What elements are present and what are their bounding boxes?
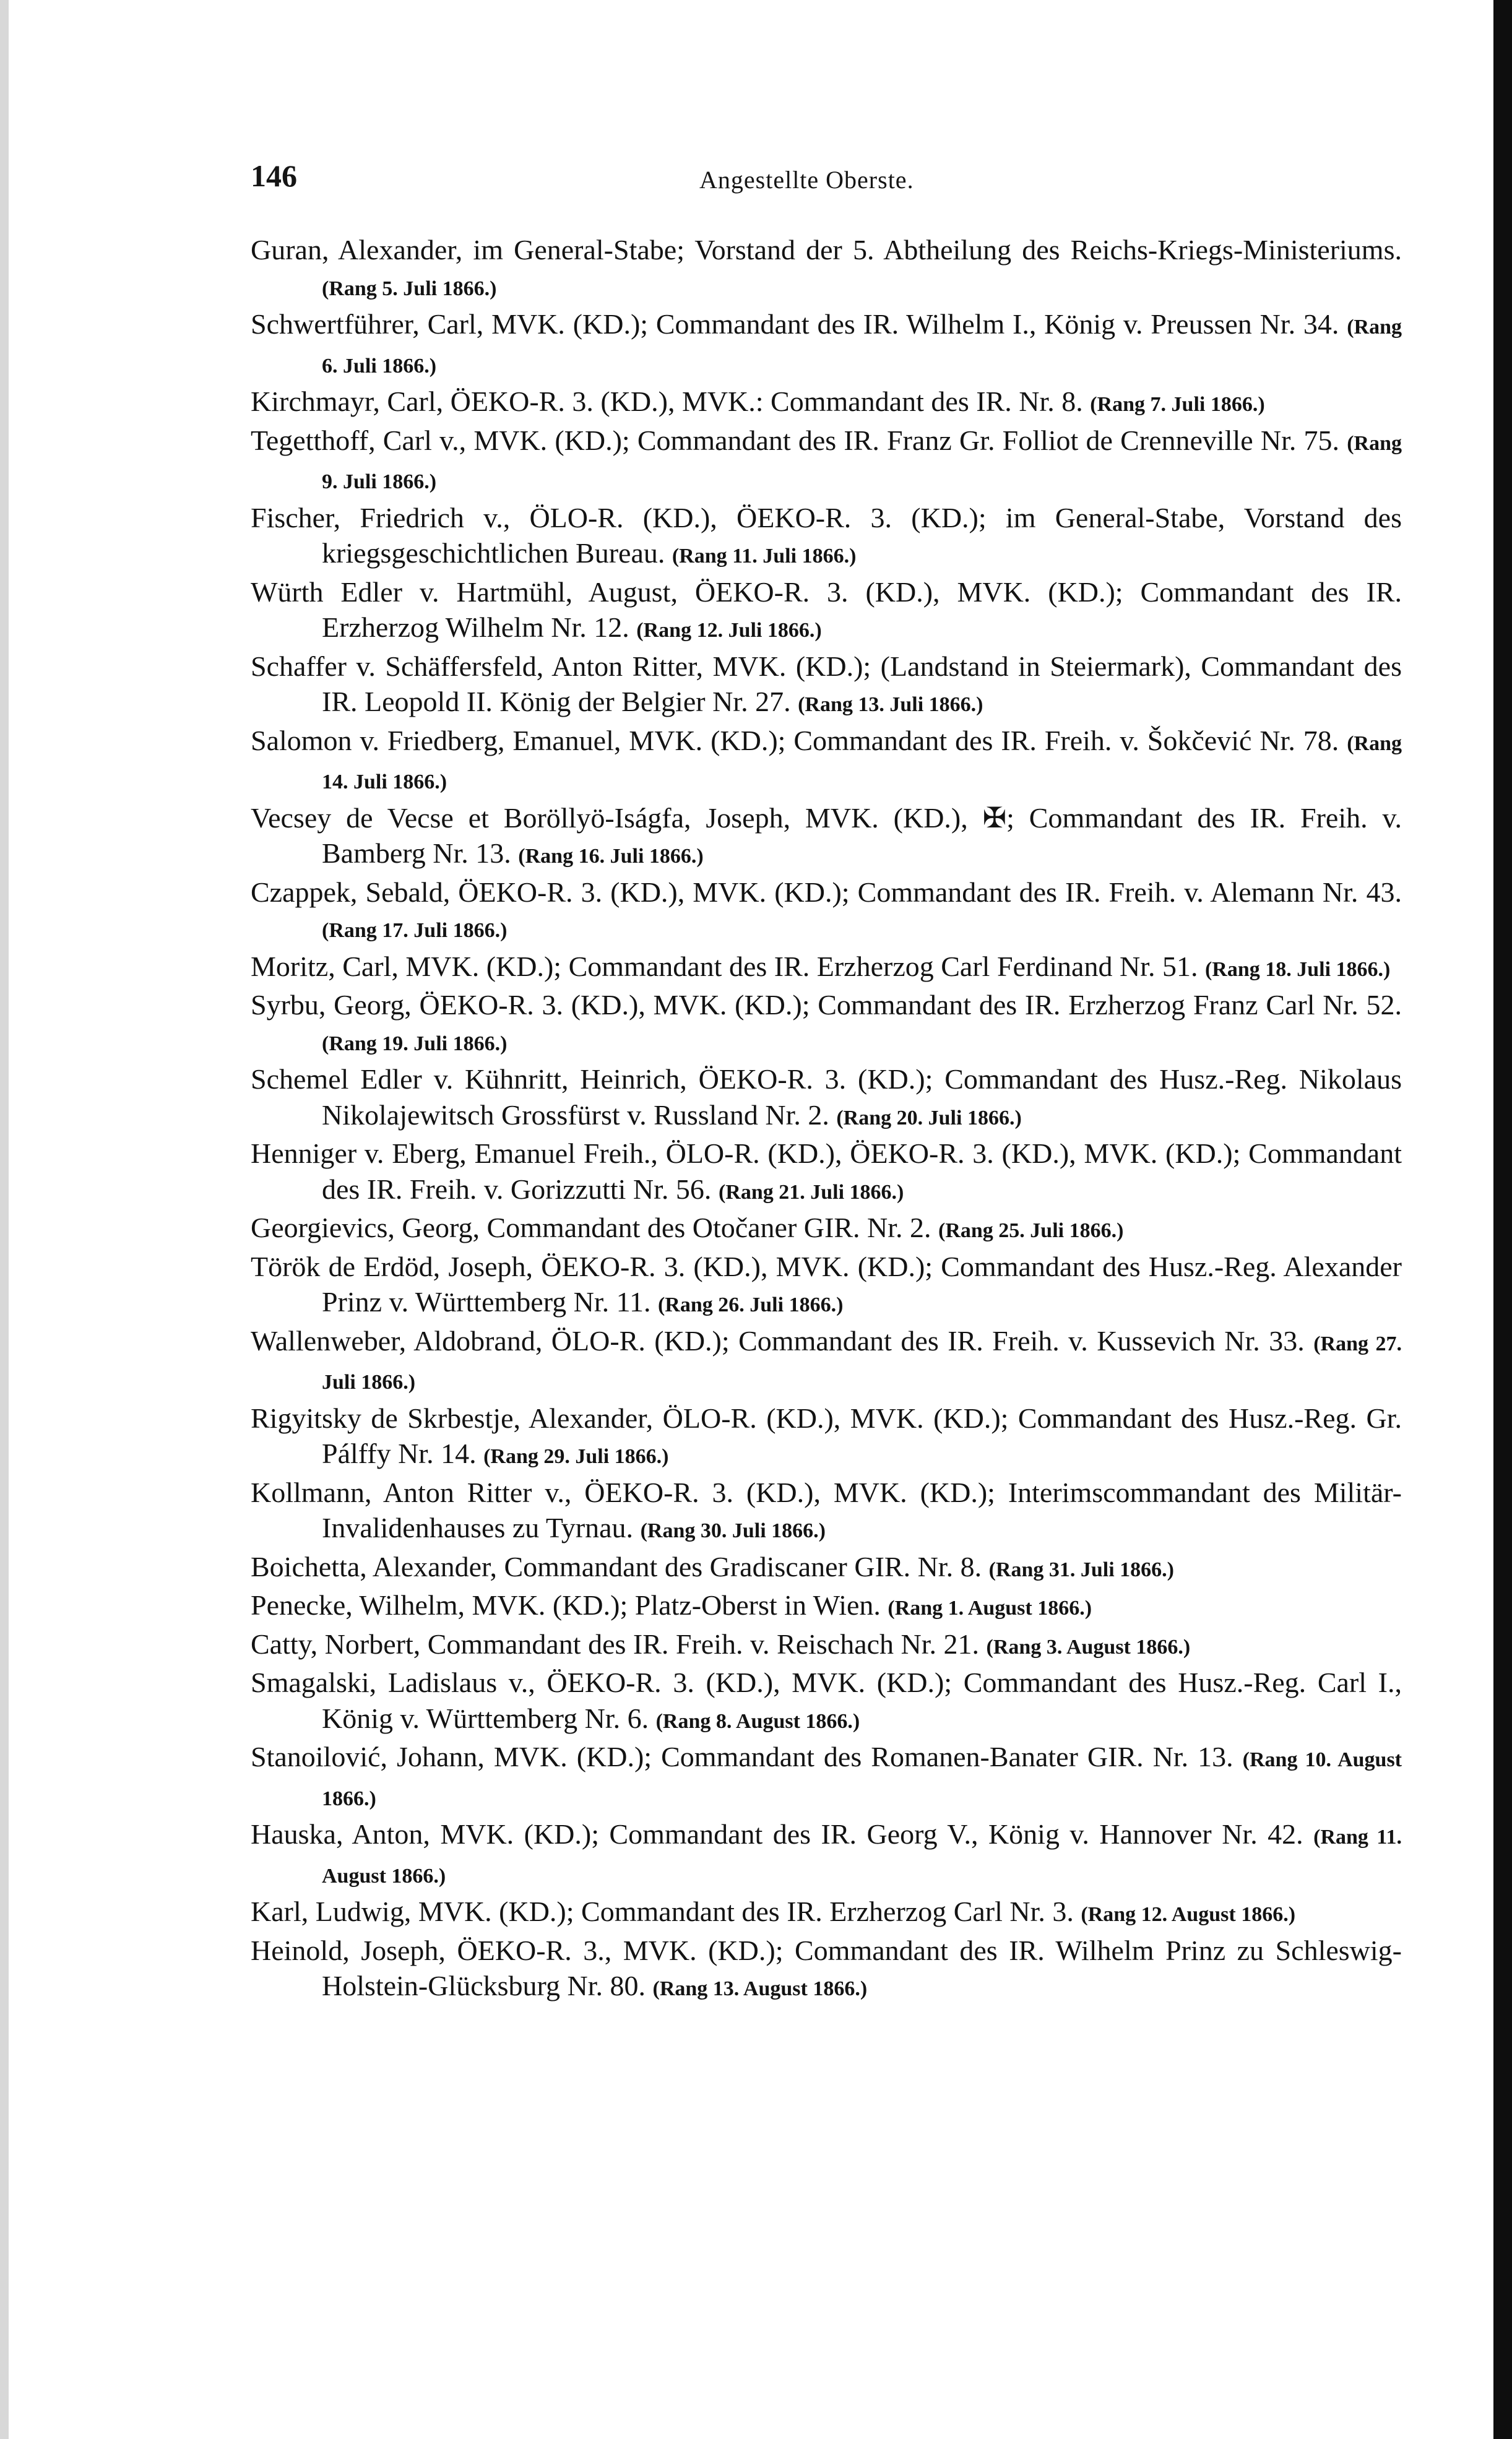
rank-date: (Rang 14. Juli 1866.) <box>322 732 1402 793</box>
rank-date: (Rang 19. Juli 1866.) <box>322 1032 508 1055</box>
entry-text: Kirchmayr, Carl, ÖEKO-R. 3. (KD.), MVK.: Commandant des IR. Nr. 8. <box>251 386 1083 417</box>
rank-date: (Rang 29. Juli 1866.) <box>483 1445 669 1468</box>
list-item <box>251 1323 1402 1401</box>
page-number: 146 <box>251 158 297 193</box>
entry-text: Moritz, Carl, MVK. (KD.); Commandant des IR. Erzherzog Carl Ferdinand Nr. 51. <box>251 950 1198 982</box>
list-item <box>251 384 1402 423</box>
rank-date: (Rang 18. Juli 1866.) <box>1204 957 1391 981</box>
entry-text: Wallenweber, Aldobrand, ÖLO-R. (KD.); Commandant des IR. Freih. v. Kussevich Nr. 33. <box>251 1324 1305 1357</box>
list-item <box>251 1061 1402 1136</box>
entry-text: Török de Erdöd, Joseph, ÖEKO-R. 3. (KD.), MVK. (KD.); Commandant des Husz.-Reg. Alexander Prinz v. Württemberg Nr. 11. <box>251 1250 1402 1318</box>
entry-text: Kollmann, Anton Ritter v., ÖEKO-R. 3. (KD.), MVK. (KD.); Interimscommandant des Militär-Invalidenhauses zu Tyrnau. <box>251 1476 1402 1543</box>
entry-text: Schaffer v. Schäffersfeld, Anton Ritter, MVK. (KD.); (Landstand in Steiermark), Commandant des IR. Leopold II. König der Belgier Nr. 27. <box>251 650 1402 717</box>
officer-list <box>251 232 1402 2007</box>
entry-text: Schwertführer, Carl, MVK. (KD.); Commandant des IR. Wilhelm I., König v. Preussen Nr. 34. <box>251 308 1339 340</box>
list-item <box>251 306 1402 384</box>
rank-date: (Rang 20. Juli 1866.) <box>836 1106 1022 1129</box>
rank-date: (Rang 26. Juli 1866.) <box>657 1293 844 1316</box>
list-item <box>251 1665 1402 1739</box>
rank-date: (Rang 21. Juli 1866.) <box>718 1180 904 1204</box>
entry-text: Catty, Norbert, Commandant des IR. Freih. v. Reischach Nr. 21. <box>251 1628 980 1660</box>
list-item <box>251 423 1402 500</box>
rank-date: (Rang 11. Juli 1866.) <box>672 545 857 568</box>
list-item <box>251 723 1402 800</box>
entry-text: Smagalski, Ladislaus v., ÖEKO-R. 3. (KD.), MVK. (KD.); Commandant des Husz.-Reg. Carl I., König v. Württemberg Nr. 6. <box>251 1667 1402 1734</box>
list-item <box>251 1816 1402 1894</box>
entry-text: Stanoilović, Johann, MVK. (KD.); Commandant des Romanen-Banater GIR. Nr. 13. <box>251 1741 1233 1772</box>
scan-edge-left <box>0 0 9 2439</box>
entry-text: Georgievics, Georg, Commandant des Otočaner GIR. Nr. 2. <box>251 1212 931 1243</box>
rank-date: (Rang 9. Juli 1866.) <box>322 431 1402 493</box>
entry-text: Vecsey de Vecse et Boröllyö-Iságfa, Joseph, MVK. (KD.), ✠; Commandant des IR. Freih. v. Bamberg Nr. 13. <box>251 801 1402 869</box>
entry-text: Penecke, Wilhelm, MVK. (KD.); Platz-Oberst in Wien. <box>251 1589 881 1621</box>
list-item <box>251 1894 1402 1933</box>
rank-date: (Rang 12. Juli 1866.) <box>636 619 822 642</box>
list-item <box>251 1933 1402 2007</box>
list-item <box>251 1475 1402 1549</box>
list-item <box>251 500 1402 574</box>
rank-date: (Rang 31. Juli 1866.) <box>988 1558 1174 1581</box>
entry-text: Tegetthoff, Carl v., MVK. (KD.); Commandant des IR. Franz Gr. Folliot de Crenneville Nr. 75. <box>251 424 1340 456</box>
rank-date: (Rang 25. Juli 1866.) <box>938 1219 1124 1242</box>
entry-text: Rigyitsky de Skrbestje, Alexander, ÖLO-R. (KD.), MVK. (KD.); Commandant des Husz.-Reg. Gr. Pálffy Nr. 14. <box>251 1402 1402 1469</box>
entry-text: Czappek, Sebald, ÖEKO-R. 3. (KD.), MVK. (KD.); Commandant des IR. Freih. v. Alemann Nr. 43. <box>251 876 1402 908</box>
list-item <box>251 1587 1402 1626</box>
entry-text: Hauska, Anton, MVK. (KD.); Commandant des IR. Georg V., König v. Hannover Nr. 42. <box>251 1818 1303 1850</box>
entry-text: Boichetta, Alexander, Commandant des Gradiscaner GIR. Nr. 8. <box>251 1550 982 1582</box>
rank-date: (Rang 13. Juli 1866.) <box>798 693 983 716</box>
list-item <box>251 949 1402 988</box>
list-item <box>251 649 1402 723</box>
entry-text: Würth Edler v. Hartmühl, August, ÖEKO-R. 3. (KD.), MVK. (KD.); Commandant des IR. Erzherzog Wilhelm Nr. 12. <box>251 576 1402 643</box>
entry-text: Syrbu, Georg, ÖEKO-R. 3. (KD.), MVK. (KD.); Commandant des IR. Erzherzog Franz Carl Nr. 52. <box>251 989 1402 1021</box>
list-item <box>251 232 1402 306</box>
rank-date: (Rang 10. August 1866.) <box>322 1748 1402 1810</box>
scan-edge-right <box>1493 0 1512 2439</box>
entry-text: Guran, Alexander, im General-Stabe; Vorstand der 5. Abtheilung des Reichs-Kriegs-Ministeriums. <box>251 234 1402 265</box>
rank-date: (Rang 12. August 1866.) <box>1081 1903 1296 1926</box>
list-item <box>251 574 1402 649</box>
entry-text: Heinold, Joseph, ÖEKO-R. 3., MVK. (KD.); Commandant des IR. Wilhelm Prinz zu Schleswig-Holstein-Glücksburg Nr. 80. <box>251 1934 1402 2001</box>
page-header <box>251 158 1427 207</box>
rank-date: (Rang 13. August 1866.) <box>652 1977 868 2000</box>
list-item <box>251 987 1402 1061</box>
list-item <box>251 874 1402 949</box>
list-item <box>251 1249 1402 1323</box>
rank-date: (Rang 7. Juli 1866.) <box>1090 393 1265 416</box>
list-item <box>251 1136 1402 1210</box>
list-item <box>251 1626 1402 1665</box>
entry-text: Henniger v. Eberg, Emanuel Freih., ÖLO-R. (KD.), ÖEKO-R. 3. (KD.), MVK. (KD.); Commandant des IR. Freih. v. Gorizzutti Nr. 56. <box>251 1137 1402 1205</box>
list-item <box>251 800 1402 874</box>
rank-date: (Rang 3. August 1866.) <box>986 1635 1191 1659</box>
rank-date: (Rang 16. Juli 1866.) <box>518 845 704 868</box>
entry-text: Schemel Edler v. Kühnritt, Heinrich, ÖEKO-R. 3. (KD.); Commandant des Husz.-Reg. Nikolaus Nikolajewitsch Grossfürst v. Russland Nr. 2. <box>251 1063 1402 1131</box>
rank-date: (Rang 6. Juli 1866.) <box>322 316 1402 378</box>
list-item <box>251 1401 1402 1475</box>
entry-text: Salomon v. Friedberg, Emanuel, MVK. (KD.); Commandant des IR. Freih. v. Šokčević Nr. 78. <box>251 724 1339 756</box>
rank-date: (Rang 27. Juli 1866.) <box>322 1332 1402 1394</box>
rank-date: (Rang 1. August 1866.) <box>888 1597 1092 1620</box>
entry-text: Karl, Ludwig, MVK. (KD.); Commandant des IR. Erzherzog Carl Nr. 3. <box>251 1896 1074 1927</box>
rank-date: (Rang 17. Juli 1866.) <box>322 919 508 942</box>
list-item <box>251 1210 1402 1249</box>
rank-date: (Rang 5. Juli 1866.) <box>322 277 497 300</box>
running-head: Angestellte Oberste. <box>699 166 914 194</box>
list-item <box>251 1739 1402 1816</box>
entry-text: Fischer, Friedrich v., ÖLO-R. (KD.), ÖEKO-R. 3. (KD.); im General-Stabe, Vorstand des kriegsgeschichtlichen Bureau. <box>251 501 1402 569</box>
list-item <box>251 1549 1402 1588</box>
rank-date: (Rang 8. August 1866.) <box>655 1709 860 1733</box>
rank-date: (Rang 30. Juli 1866.) <box>640 1519 826 1542</box>
rank-date: (Rang 11. August 1866.) <box>322 1826 1402 1888</box>
